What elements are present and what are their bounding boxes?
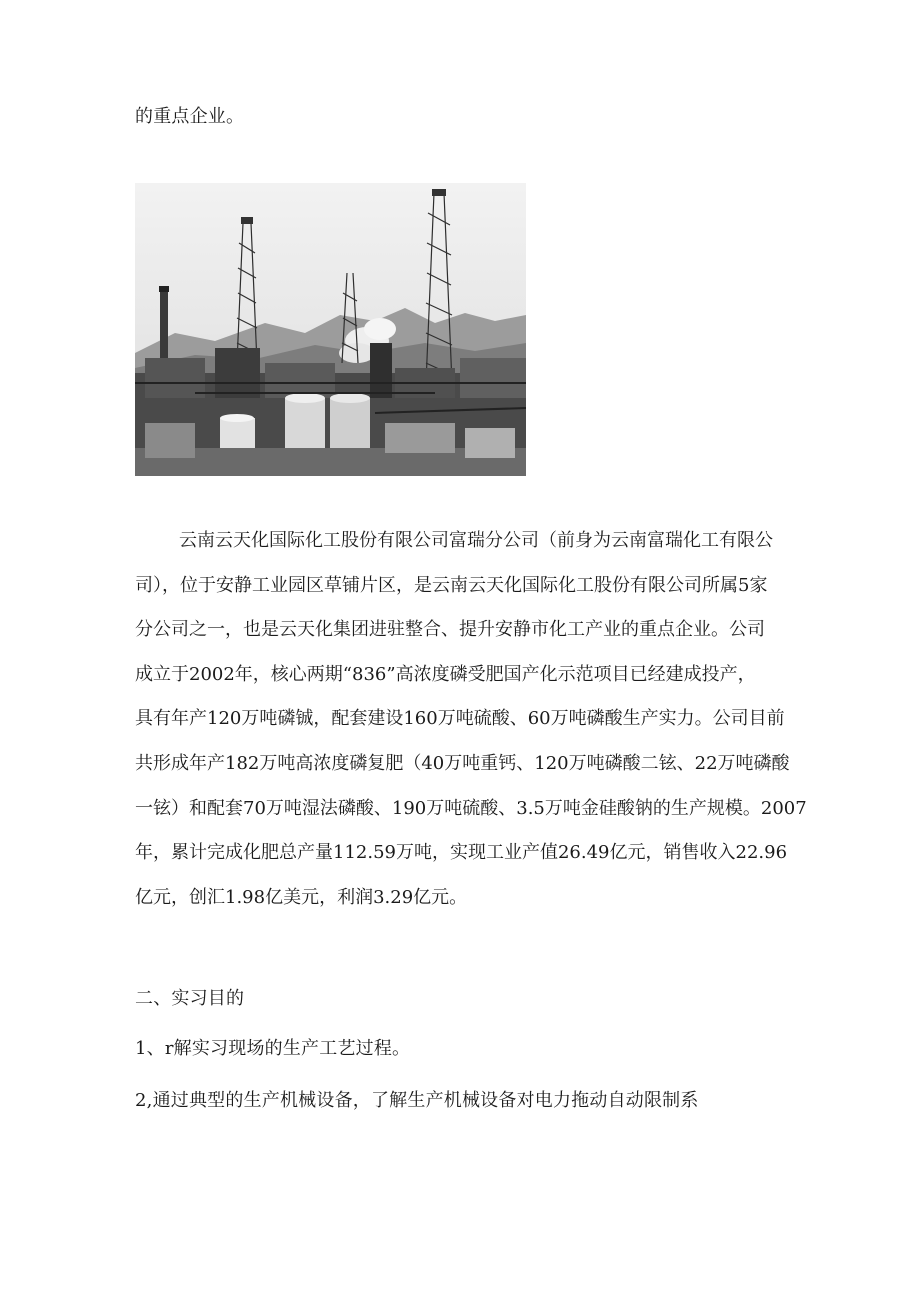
paragraph-line: 共形成年产182万吨高浓度磷复肥（40万吨重钙、120万吨磷酸二铉、22万吨磷酸	[135, 752, 790, 774]
list-item: 2,通过典型的生产机械设备，了解生产机械设备对电力拖动自动限制系	[135, 1090, 699, 1111]
factory-photo	[135, 183, 526, 476]
paragraph-line: 一铉）和配套70万吨湿法磷酸、190万吨硫酸、3.5万吨金硅酸钠的生产规模。2007	[135, 797, 807, 819]
section-heading: 二、实习目的	[135, 988, 245, 1009]
paragraph-line: 具有年产120万吨磷铖，配套建设160万吨硫酸、60万吨磷酸生产实力。公司目前	[135, 708, 785, 730]
paragraph-line: 成立于2002年，核心两期“836”高浓度磷受肥国产化示范项目已经建成投产，	[135, 663, 756, 685]
paragraph-line: 司），位于安静工业园区草铺片区，是云南云天化国际化工股份有限公司所属5家	[135, 574, 768, 596]
paragraph-line: 云南云天化国际化工股份有限公司富瑞分公司（前身为云南富瑞化工有限公	[179, 530, 773, 551]
list-item: 1、r解实习现场的生产工艺过程。	[135, 1038, 411, 1059]
company-paragraph	[135, 528, 807, 929]
intro-tail-text: 的重点企业。	[135, 106, 245, 127]
paragraph-line: 分公司之一，也是云天化集团进驻整合、提升安静市化工产业的重点企业。公司	[135, 619, 765, 641]
paragraph-line: 亿元，创汇1.98亿美元，利润3.29亿元。	[135, 886, 468, 908]
paragraph-line: 年，累计完成化肥总产量112.59万吨，实现工业产值26.49亿元，销售收入22.96	[135, 842, 788, 864]
